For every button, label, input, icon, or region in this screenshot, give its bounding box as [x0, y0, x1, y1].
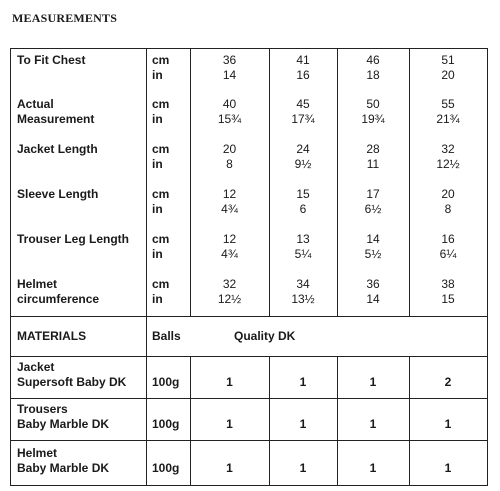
size-value: 34 13½	[291, 277, 315, 306]
ball-count: 2	[444, 375, 452, 389]
measurement-label: Jacket Length	[17, 142, 98, 156]
unit-label: cm in	[152, 53, 170, 82]
row-divider	[10, 356, 488, 357]
material-label: Helmet Baby Marble DK	[17, 446, 110, 475]
size-value: 16 6¼	[439, 232, 457, 261]
unit-label: cm in	[152, 232, 170, 261]
column-divider	[269, 48, 270, 316]
size-value: 36 14	[222, 53, 237, 82]
ball-count: 1	[444, 417, 452, 431]
material-weight: 100g	[152, 417, 180, 431]
ball-count: 1	[226, 375, 233, 389]
material-weight: 100g	[152, 375, 180, 389]
size-value: 12 4¾	[221, 187, 238, 216]
row-divider	[10, 440, 488, 441]
size-value: 38 15	[441, 277, 455, 306]
ball-count: 1	[369, 417, 377, 431]
unit-label: cm in	[152, 277, 170, 306]
material-weight: 100g	[152, 461, 180, 475]
size-value: 51 20	[441, 53, 455, 82]
row-divider	[10, 316, 488, 317]
unit-label: cm in	[152, 97, 170, 126]
ball-count: 1	[299, 461, 307, 475]
ball-count: 1	[226, 461, 233, 475]
size-value: 15 6	[296, 187, 310, 216]
ball-count: 1	[299, 417, 307, 431]
size-value: 14 5½	[364, 232, 382, 261]
column-divider	[409, 48, 410, 316]
size-value: 41 16	[296, 53, 310, 82]
ball-count: 1	[369, 375, 377, 389]
column-divider	[190, 48, 191, 316]
ball-count: 1	[369, 461, 377, 475]
page-title: MEASUREMENTS	[12, 11, 118, 25]
ball-count: 1	[226, 417, 233, 431]
materials-heading: MATERIALS	[17, 329, 87, 343]
size-value: 50 19¾	[361, 97, 385, 126]
material-label: Trousers Baby Marble DK	[17, 402, 110, 431]
size-value: 12 4¾	[221, 232, 238, 261]
size-value: 17 6½	[364, 187, 382, 216]
measurements-table	[10, 48, 488, 486]
column-divider	[146, 48, 147, 486]
size-value: 36 14	[366, 277, 380, 306]
size-value: 55 21¾	[436, 97, 460, 126]
size-value: 32 12½	[217, 277, 242, 306]
size-value: 46 18	[366, 53, 380, 82]
measurement-label: Actual Measurement	[17, 97, 95, 126]
unit-label: cm in	[152, 142, 170, 171]
measurement-label: Sleeve Length	[17, 187, 99, 201]
size-value: 20 8	[222, 142, 237, 171]
measurement-label: To Fit Chest	[17, 53, 86, 67]
material-label: Jacket Supersoft Baby DK	[17, 360, 127, 389]
row-divider	[10, 398, 488, 399]
quality-heading: Quality DK	[234, 329, 296, 343]
size-value: 32 12½	[436, 142, 460, 171]
column-divider	[337, 48, 338, 316]
balls-heading: Balls	[152, 329, 181, 343]
measurement-label: Trouser Leg Length	[17, 232, 130, 246]
size-value: 28 11	[366, 142, 380, 171]
ball-count: 1	[444, 461, 452, 475]
measurement-label: Helmet circumference	[17, 277, 100, 306]
size-value: 13 5¼	[294, 232, 312, 261]
unit-label: cm in	[152, 187, 170, 216]
size-value: 24 9½	[294, 142, 312, 171]
ball-count: 1	[299, 375, 307, 389]
size-value: 20 8	[441, 187, 455, 216]
size-value: 45 17¾	[291, 97, 315, 126]
size-value: 40 15¾	[217, 97, 242, 126]
